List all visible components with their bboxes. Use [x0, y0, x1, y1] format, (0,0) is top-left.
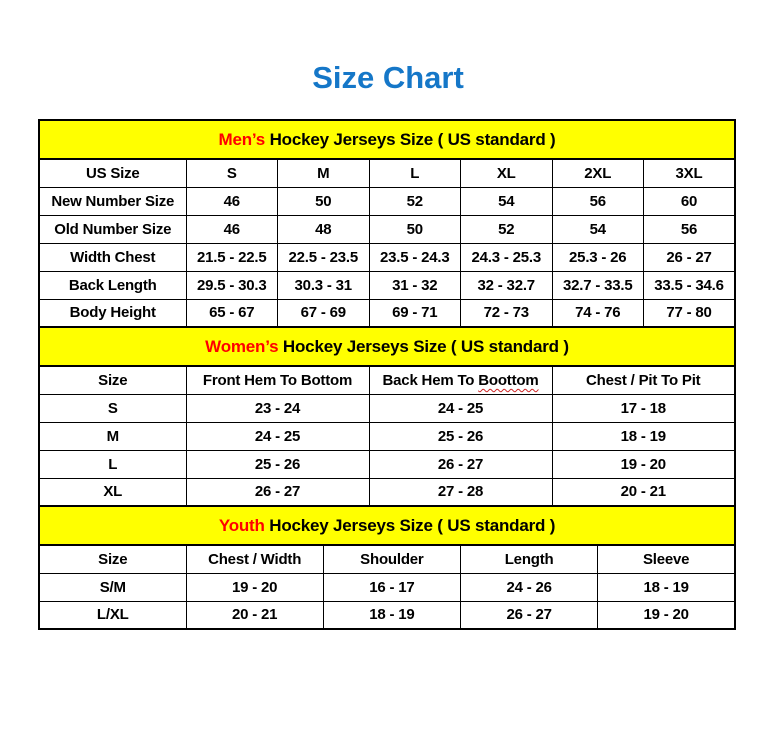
row-header: S: [39, 394, 186, 422]
row-header: Old Number Size: [39, 215, 186, 243]
size-value-cell: 27 - 28: [369, 478, 552, 506]
size-value-cell: 25 - 26: [369, 422, 552, 450]
table-row: [39, 478, 735, 506]
size-value-cell: 50: [278, 187, 370, 215]
row-header: L/XL: [39, 601, 186, 629]
row-header: Body Height: [39, 299, 186, 327]
size-value-cell: 50: [369, 215, 461, 243]
size-value-cell: 19 - 20: [552, 450, 735, 478]
size-value-cell: 56: [644, 215, 736, 243]
misspelled-word: Boottom: [478, 371, 539, 389]
size-value-cell: 25 - 26: [186, 450, 369, 478]
row-header: Back Length: [39, 271, 186, 299]
size-value-cell: 26 - 27: [369, 450, 552, 478]
size-value-cell: 26 - 27: [644, 243, 736, 271]
size-value-cell: 20 - 21: [552, 478, 735, 506]
column-header: Front Hem To Bottom: [186, 366, 369, 394]
mens-band-text: Hockey Jerseys Size ( US standard ): [269, 129, 556, 149]
size-value-cell: 21.5 - 22.5: [186, 243, 278, 271]
size-chart-tables: [38, 119, 736, 630]
size-value-cell: 23 - 24: [186, 394, 369, 422]
column-header: US Size: [39, 159, 186, 187]
table-row: [39, 422, 735, 450]
youth-size-table: [38, 505, 736, 630]
youth-band-text: Hockey Jerseys Size ( US standard ): [269, 515, 556, 535]
mens-section-band: [39, 120, 735, 159]
table-row: [39, 215, 735, 243]
size-value-cell: 18 - 19: [598, 573, 735, 601]
size-value-cell: 46: [186, 215, 278, 243]
size-value-cell: 77 - 80: [644, 299, 736, 327]
row-header: M: [39, 422, 186, 450]
size-value-cell: 52: [369, 187, 461, 215]
youth-band-row: [39, 506, 735, 545]
size-value-cell: 16 - 17: [323, 573, 460, 601]
size-value-cell: 24.3 - 25.3: [461, 243, 553, 271]
table-row: [39, 601, 735, 629]
size-value-cell: 24 - 25: [369, 394, 552, 422]
table-row: [39, 573, 735, 601]
size-value-cell: 56: [552, 187, 644, 215]
column-header: Length: [461, 545, 598, 573]
page-title: Size Chart: [312, 60, 464, 95]
size-value-cell: 30.3 - 31: [278, 271, 370, 299]
womens-size-table: [38, 326, 736, 507]
youth-header-row: [39, 545, 735, 573]
womens-band-text: Hockey Jerseys Size ( US standard ): [282, 336, 569, 356]
column-header: L: [369, 159, 461, 187]
column-header: Shoulder: [323, 545, 460, 573]
column-header: Size: [39, 545, 186, 573]
size-value-cell: 20 - 21: [186, 601, 323, 629]
size-value-cell: 54: [552, 215, 644, 243]
size-value-cell: 18 - 19: [323, 601, 460, 629]
size-value-cell: 24 - 25: [186, 422, 369, 450]
size-value-cell: 17 - 18: [552, 394, 735, 422]
womens-section-band: [39, 327, 735, 366]
column-header: 2XL: [552, 159, 644, 187]
size-value-cell: 26 - 27: [186, 478, 369, 506]
table-row: [39, 394, 735, 422]
size-value-cell: 29.5 - 30.3: [186, 271, 278, 299]
size-value-cell: 18 - 19: [552, 422, 735, 450]
size-value-cell: 23.5 - 24.3: [369, 243, 461, 271]
size-value-cell: 48: [278, 215, 370, 243]
column-header: M: [278, 159, 370, 187]
size-value-cell: 19 - 20: [186, 573, 323, 601]
row-header: New Number Size: [39, 187, 186, 215]
table-row: [39, 299, 735, 327]
size-value-cell: 32.7 - 33.5: [552, 271, 644, 299]
youth-section-band: [39, 506, 735, 545]
column-header: Chest / Width: [186, 545, 323, 573]
size-value-cell: 74 - 76: [552, 299, 644, 327]
row-header: S/M: [39, 573, 186, 601]
row-header: XL: [39, 478, 186, 506]
size-value-cell: 67 - 69: [278, 299, 370, 327]
table-row: [39, 243, 735, 271]
column-header: XL: [461, 159, 553, 187]
youth-band-highlight: Youth: [218, 515, 265, 535]
size-value-cell: 65 - 67: [186, 299, 278, 327]
size-value-cell: 72 - 73: [461, 299, 553, 327]
table-row: [39, 271, 735, 299]
size-value-cell: 19 - 20: [598, 601, 735, 629]
mens-size-table: [38, 119, 736, 328]
row-header: Width Chest: [39, 243, 186, 271]
column-header: Chest / Pit To Pit: [552, 366, 735, 394]
column-header: S: [186, 159, 278, 187]
size-value-cell: 24 - 26: [461, 573, 598, 601]
column-header: 3XL: [644, 159, 736, 187]
column-header-text: Back Hem To: [382, 371, 475, 389]
mens-band-row: [39, 120, 735, 159]
column-header: Sleeve: [598, 545, 735, 573]
size-value-cell: 33.5 - 34.6: [644, 271, 736, 299]
column-header: [369, 366, 552, 394]
size-value-cell: 69 - 71: [369, 299, 461, 327]
size-value-cell: 52: [461, 215, 553, 243]
table-row: [39, 450, 735, 478]
mens-header-row: [39, 159, 735, 187]
womens-band-row: [39, 327, 735, 366]
size-value-cell: 26 - 27: [461, 601, 598, 629]
womens-band-highlight: Women’s: [205, 336, 279, 356]
mens-band-highlight: Men’s: [218, 129, 266, 149]
size-value-cell: 32 - 32.7: [461, 271, 553, 299]
womens-header-row: [39, 366, 735, 394]
size-value-cell: 54: [461, 187, 553, 215]
size-value-cell: 31 - 32: [369, 271, 461, 299]
size-value-cell: 22.5 - 23.5: [278, 243, 370, 271]
size-value-cell: 25.3 - 26: [552, 243, 644, 271]
size-value-cell: 46: [186, 187, 278, 215]
row-header: L: [39, 450, 186, 478]
column-header: Size: [39, 366, 186, 394]
table-row: [39, 187, 735, 215]
size-value-cell: 60: [644, 187, 736, 215]
